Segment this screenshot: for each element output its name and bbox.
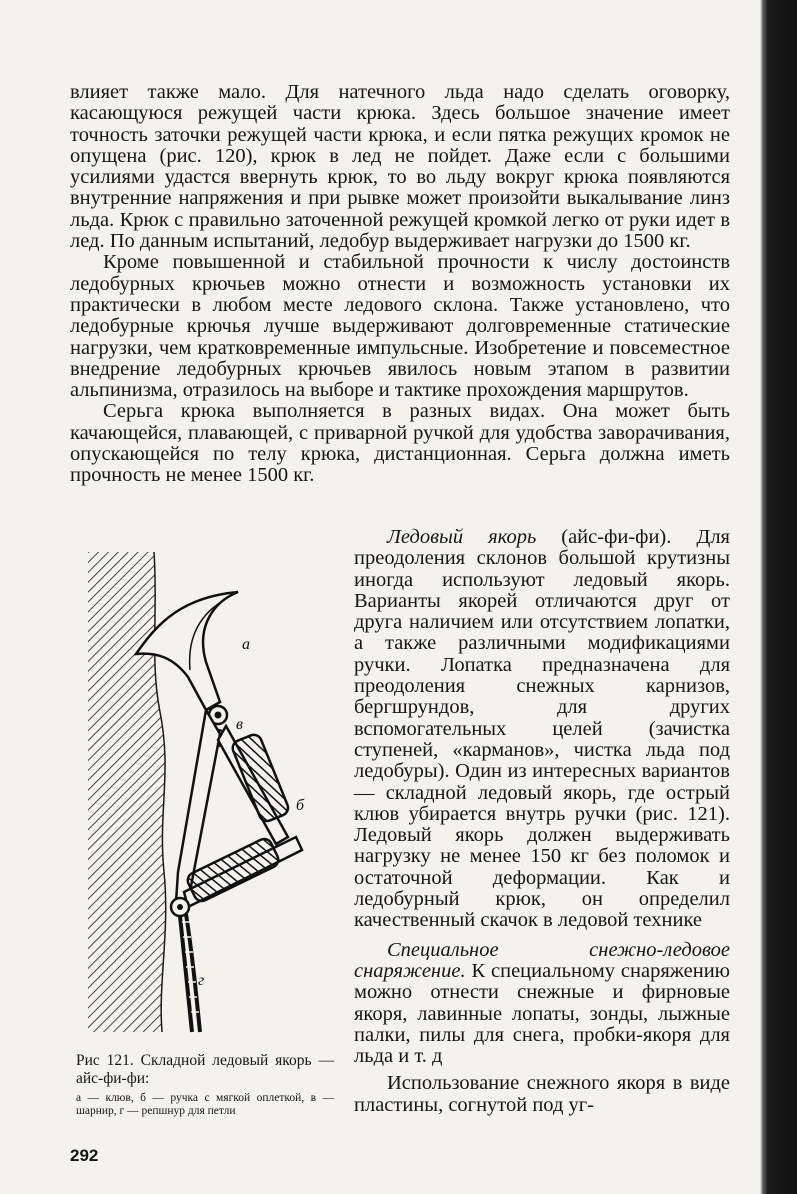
text-column-right <box>354 527 730 1119</box>
figure-121-ice-anchor <box>88 552 340 1042</box>
ice-wall-hatching <box>88 552 166 1032</box>
ice-anchor-illustration <box>88 552 340 1042</box>
paragraph-special-equipment <box>354 940 730 1068</box>
paragraph-ice-anchor <box>354 527 730 932</box>
label-a: а <box>242 636 250 653</box>
heading-special-equipment: Специальное снежно-ледовое снаряжение. <box>354 938 730 982</box>
caption-title: Рис 121. Складной ледовый якорь — айс-фи-фи: <box>76 1052 334 1087</box>
ice-anchor-body: (айс-фи-фи). Для преодоления склонов большой крутизны иногда используют ледовый якорь. Варианты якорей отличаются друг от друга наличием или отсутствием лопатки, а также различными модификациями ручки. Лопатка предназначена для преодоления снежных карнизов, бергшрундов, для других вспомогательных целей (зачистка ступеней, «карманов», чистка льда под ледобуры). Один из интересных вариантов — складной ледовый якорь, где острый клюв убирается внутрь ручки (рис. 121). Ледовый якорь должен выдерживать нагрузку не менее 150 кг без поломок и остаточной деформации. Как и ледобурный крюк, он определил качественный скачок в ледовой технике <box>354 526 730 932</box>
label-g: г <box>198 972 205 989</box>
book-spine-shadow <box>760 0 797 1194</box>
special-equipment-body: К специальному снаряжению можно отнести снежные и фирновые якоря, лавинные лопаты, зонды, лыжные палки, пилы для снега, пробки-якоря для льда и т. д <box>354 959 730 1068</box>
page-number: 292 <box>70 1146 99 1165</box>
paragraph-ice-hook-sharpening: влияет также мало. Для натечного льда надо сделать оговорку, касающуюся режущей части крюка. Здесь большое значение имеет точность заточки режущей части крюка, и если пятка режущих кромок не опущена (рис. 120), крюк в лед не пойдет. Даже если с большими усилиями удастся ввернуть крюк, то во льду вокруг крюка появляются внутренние напряжения и при рывке может произойти выкалывание линз льда. Крюк с правильно заточенной режущей кромкой легко от руки идет в лед. По данным испытаний, ледобур выдерживает нагрузки до 1500 кг. <box>70 81 730 253</box>
heading-ice-anchor: Ледовый якорь <box>387 526 537 548</box>
paragraph-ice-screw-advantages: Кроме повышенной и стабильной прочности к числу достоинств ледобурных крючьев можно отнести и возможность установки их практически в любом месте ледового склона. Также установлено, что ледобурные крючья лучше выдерживают долговременные статические нагрузки, чем кратковременные импульсные. Изобретение и повсеместное внедрение ледобурных крючьев явилось новым этапом в развитии альпинизма, отразилось на выборе и тактике прохождения маршрутов. <box>70 251 730 402</box>
paragraph-snow-anchor: Использование снежного якоря в виде пластины, согнутой под уг- <box>354 1072 730 1116</box>
text-block-top <box>70 82 730 487</box>
figure-caption <box>76 1052 334 1118</box>
paragraph-hanger: Серьга крюка выполняется в разных видах. Она может быть качающейся, плавающей, с приварной ручкой для удобства заворачивания, опускающейся по телу крюка, дистанционная. Серьга должна иметь прочность не менее 1500 кг. <box>70 400 730 487</box>
caption-legend: а — клюв, б — ручка с мягкой оплеткой, в — шарнир, г — репшнур для петли <box>76 1092 334 1117</box>
label-b: б <box>296 797 305 814</box>
label-v: в <box>236 716 243 733</box>
